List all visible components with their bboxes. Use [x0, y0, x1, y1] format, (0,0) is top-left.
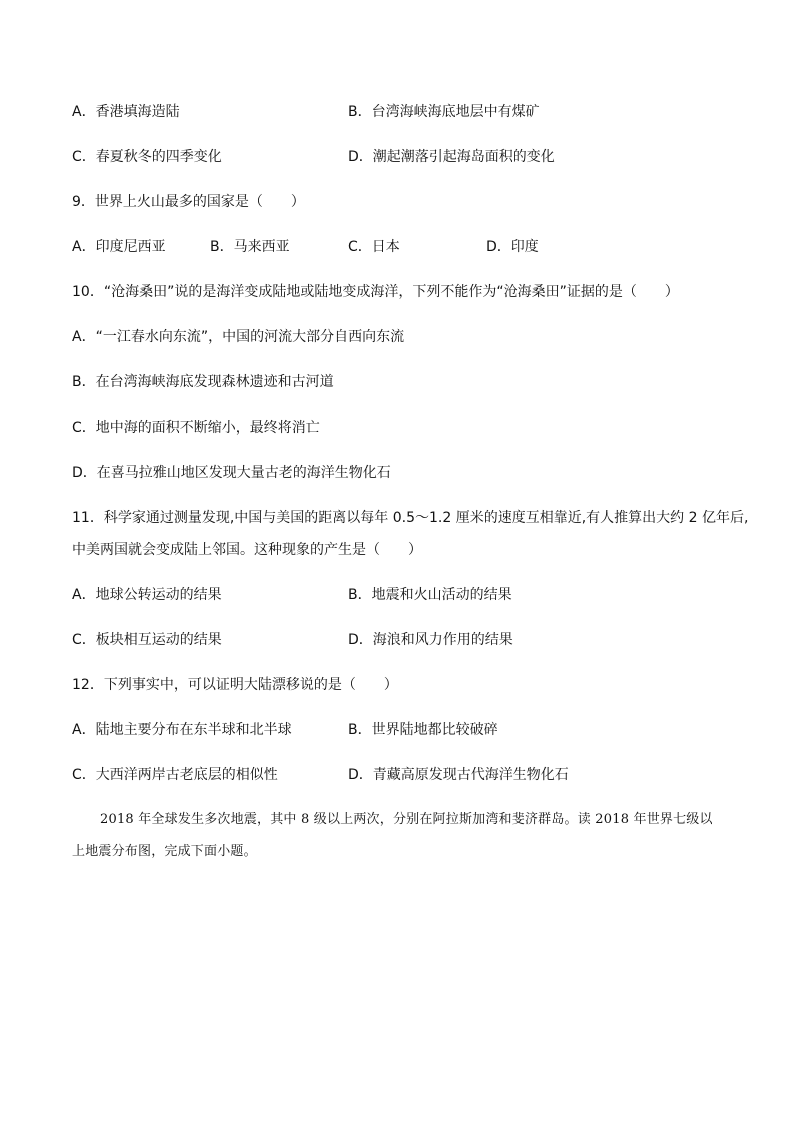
- passage-line1: 2018 年全球发生多次地震，其中 8 级以上两次，分别在阿拉斯加湾和斐济群岛。读 2018 年世界七级以: [100, 812, 713, 827]
- q8-option-d: D．潮起潮落引起海岛面积的变化: [348, 149, 555, 165]
- q12-stem: 12．下列事实中，可以证明大陆漂移说的是（ ）: [72, 677, 398, 693]
- q12-option-b: B．世界陆地都比较破碎: [348, 722, 498, 738]
- q9-option-a: A．印度尼西亚: [72, 239, 166, 255]
- q12-option-c: C．大西洋两岸古老底层的相似性: [72, 767, 278, 783]
- q10-option-a: A．“一江春水向东流”，中国的河流大部分自西向东流: [72, 329, 405, 345]
- q10-option-b: B．在台湾海峡海底发现森林遗迹和古河道: [72, 374, 334, 390]
- q12-option-d: D．青藏高原发现古代海洋生物化石: [348, 767, 569, 783]
- q11-stem-line1: 11．科学家通过测量发现,中国与美国的距离以每年 0.5～1.2 厘米的速度互相靠近,有人推算出大约 2 亿年后,: [72, 510, 749, 526]
- q9-stem: 9．世界上火山最多的国家是（ ）: [72, 194, 305, 210]
- q10-stem: 10．“沧海桑田”说的是海洋变成陆地或陆地变成海洋，下列不能作为“沧海桑田”证据的是（ ）: [72, 284, 679, 300]
- q10-option-d: D．在喜马拉雅山地区发现大量古老的海洋生物化石: [72, 465, 391, 481]
- q11-option-c: C．板块相互运动的结果: [72, 632, 222, 648]
- passage-line2: 上地震分布图，完成下面小题。: [72, 844, 257, 859]
- q11-option-d: D．海浪和风力作用的结果: [348, 632, 513, 648]
- q10-option-c: C．地中海的面积不断缩小，最终将消亡: [72, 420, 320, 436]
- q11-option-a: A．地球公转运动的结果: [72, 587, 222, 603]
- q11-option-b: B．地震和火山活动的结果: [348, 587, 512, 603]
- q9-option-b: B．马来西亚: [210, 239, 290, 255]
- q9-option-d: D．印度: [486, 239, 539, 255]
- q11-stem-line2: 中美两国就会变成陆上邻国。这种现象的产生是（ ）: [72, 542, 422, 558]
- q12-option-a: A．陆地主要分布在东半球和北半球: [72, 722, 292, 738]
- q8-option-c: C．春夏秋冬的四季变化: [72, 149, 222, 165]
- q8-option-a: A．香港填海造陆: [72, 104, 180, 120]
- q8-option-b: B．台湾海峡海底地层中有煤矿: [348, 104, 540, 120]
- q9-option-c: C．日本: [348, 239, 400, 255]
